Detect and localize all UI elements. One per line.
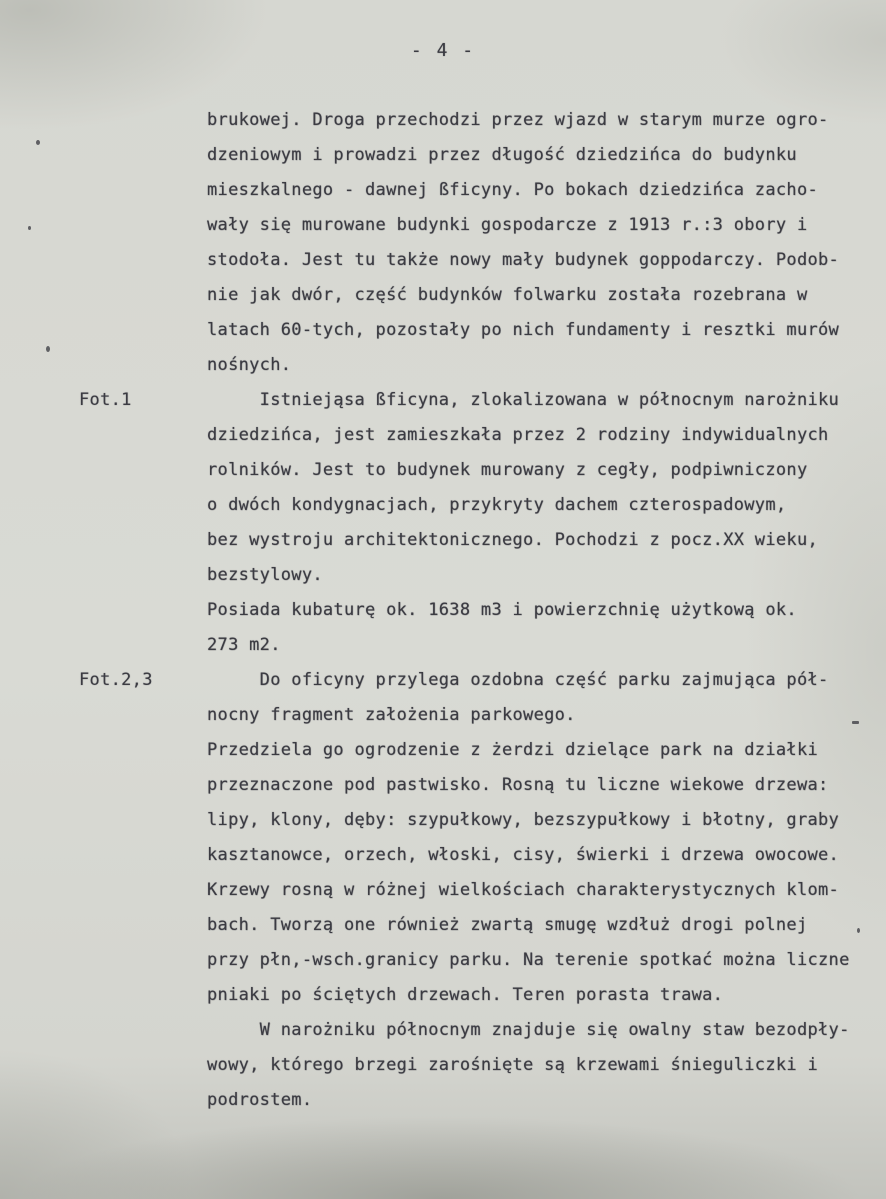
scan-speck [36,140,40,145]
text-line: stodoła. Jest tu także nowy mały budynek goppodarczy. Podob- [207,250,840,270]
paragraph-block [207,103,867,383]
text-line: nośnych. [207,355,292,375]
text-line: kasztanowce, orzech, włoski, cisy, świerki i drzewa owocowe. [207,845,840,865]
text-line: Istniejąsa ßficyna, zlokalizowana w północnym narożniku [207,390,840,410]
text-line: Krzewy rosną w różnej wielkościach charakterystycznych klom- [207,880,840,900]
text-line: latach 60-tych, pozostały po nich fundamenty i resztki murów [207,320,840,340]
scan-speck [28,226,31,230]
text-line: Do oficyny przylega ozdobna część parku zajmująca pół- [207,670,829,690]
text-line: wowy, którego brzegi zarośnięte są krzewami śnieguliczki i [207,1055,819,1075]
text-line: bezstylowy. [207,565,323,585]
photo-reference-label: Fot.1 [79,390,132,410]
scan-speck [852,721,859,724]
text-line: mieszkalnego - dawnej ßficyny. Po bokach dziedzińca zacho- [207,180,819,200]
text-line: nocny fragment założenia parkowego. [207,705,576,725]
text-line: nie jak dwór, część budynków folwarku została rozebrana w [207,285,808,305]
scan-speck [857,928,860,933]
page-number: - 4 - [410,40,476,61]
scan-speck [46,346,50,352]
text-line: Przedziela go ogrodzenie z żerdzi dzielące park na działki [207,740,819,760]
text-line: przy płn,-wsch.granicy parku. Na terenie spotkać można liczne [207,950,850,970]
text-line: lipy, klony, dęby: szypułkowy, bezszypułkowy i błotny, graby [207,810,840,830]
text-line: podrostem. [207,1090,313,1110]
text-line: W narożniku północnym znajduje się owalny staw bezodpły- [207,1020,850,1040]
text-line: 273 m2. [207,635,281,655]
text-line: bez wystroju architektonicznego. Pochodzi z pocz.XX wieku, [207,530,819,550]
text-line: dziedzińca, jest zamieszkała przez 2 rodziny indywidualnych [207,425,829,445]
text-line: rolników. Jest to budynek murowany z cegły, podpiwniczony [207,460,808,480]
text-line: bach. Tworzą one również zwartą smugę wzdłuż drogi polnej [207,915,808,935]
text-line: o dwóch kondygnacjach, przykryty dachem czterospadowym, [207,495,787,515]
text-line: dzeniowym i prowadzi przez długość dziedzińca do budynku [207,145,797,165]
document-body [79,103,867,1118]
paragraph-block [207,1013,867,1118]
text-line: Posiada kubaturę ok. 1638 m3 i powierzchnię użytkową ok. [207,600,797,620]
text-line: pniaki po ściętych drzewach. Teren porasta trawa. [207,985,724,1005]
paragraph-block [79,663,867,1013]
paragraph-block [79,383,867,663]
text-line: brukowej. Droga przechodzi przez wjazd w starym murze ogro- [207,110,829,130]
text-line: przeznaczone pod pastwisko. Rosną tu liczne wiekowe drzewa: [207,775,829,795]
photo-reference-label: Fot.2,3 [79,670,153,690]
text-line: wały się murowane budynki gospodarcze z 1913 r.:3 obory i [207,215,808,235]
